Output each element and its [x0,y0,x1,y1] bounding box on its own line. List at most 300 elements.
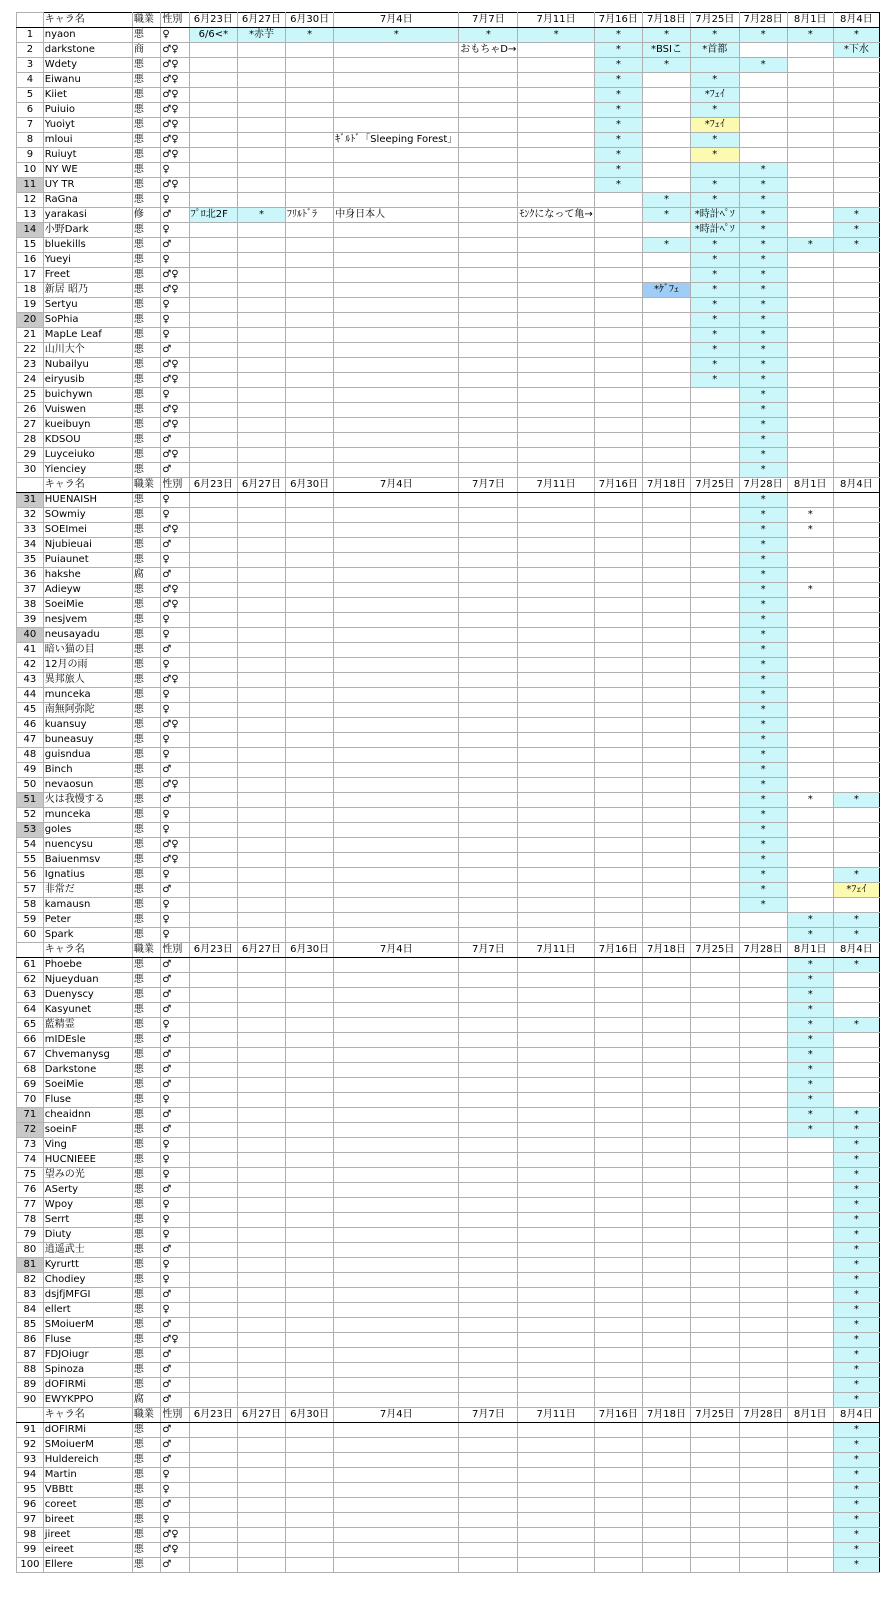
date-cell [459,133,518,148]
date-cell: * [739,808,787,823]
table-row [17,268,880,283]
date-cell [594,733,642,748]
date-cell [787,1378,833,1393]
date-cell [459,1213,518,1228]
date-cell [787,823,833,838]
date-cell [833,268,879,283]
date-cell [833,733,879,748]
date-cell [189,373,237,388]
date-cell [459,508,518,523]
table-row [17,133,880,148]
date-cell [189,793,237,808]
date-cell [833,433,879,448]
row-number: 87 [17,1348,44,1363]
date-cell: * [833,28,879,43]
row-number: 90 [17,1393,44,1408]
date-cell [642,1348,690,1363]
job-cell: 悪 [132,853,160,868]
date-cell [833,673,879,688]
row-number: 26 [17,403,44,418]
date-cell [594,208,642,223]
row-number: 86 [17,1333,44,1348]
table-row [17,583,880,598]
date-cell [237,1528,285,1543]
table-row [17,1018,880,1033]
row-number: 64 [17,1003,44,1018]
date-cell [237,1138,285,1153]
date-cell: * [594,103,642,118]
character-name: yarakasi [43,208,132,223]
date-cell [833,583,879,598]
date-cell: * [833,208,879,223]
date-cell [237,1183,285,1198]
job-cell: 腐 [132,1393,160,1408]
date-cell [459,1093,518,1108]
date-cell [237,823,285,838]
date-cell [691,1123,739,1138]
date-cell [642,403,690,418]
date-cell [594,328,642,343]
date-cell [459,1138,518,1153]
date-cell [833,1093,879,1108]
date-cell [189,1183,237,1198]
date-cell [642,1198,690,1213]
date-cell [459,1198,518,1213]
date-cell: * [739,388,787,403]
date-cell [518,373,594,388]
job-cell: 悪 [132,868,160,883]
date-cell: * [739,178,787,193]
date-cell [334,553,459,568]
date-cell [459,703,518,718]
date-cell [518,1558,594,1573]
date-cell [518,1528,594,1543]
date-cell: * [739,313,787,328]
date-cell [286,1438,334,1453]
sex-cell: ♀ [161,1303,189,1318]
job-cell: 悪 [132,658,160,673]
date-cell [642,1483,690,1498]
date-cell [642,178,690,193]
date-cell [691,1108,739,1123]
date-cell: * [594,148,642,163]
date-cell [833,103,879,118]
date-cell [642,1273,690,1288]
sex-cell: ♀ [161,163,189,178]
sex-cell: ♂ [161,1558,189,1573]
job-cell: 悪 [132,1378,160,1393]
date-cell [642,1438,690,1453]
date-cell [594,808,642,823]
header-name: キャラ名 [43,943,132,958]
date-cell [189,1423,237,1438]
sex-cell: ♀ [161,628,189,643]
date-cell [334,1003,459,1018]
date-cell [189,838,237,853]
job-cell: 悪 [132,808,160,823]
table-row [17,433,880,448]
date-cell [518,673,594,688]
date-cell [833,853,879,868]
date-cell [286,433,334,448]
sex-cell: ♂♀ [161,118,189,133]
date-cell [833,628,879,643]
date-cell [833,58,879,73]
date-cell [642,1168,690,1183]
sex-cell: ♀ [161,688,189,703]
date-cell [787,463,833,478]
table-row [17,613,880,628]
date-cell: *ﾌｪｲ [691,118,739,133]
table-row [17,388,880,403]
date-cell: *時計ﾍﾟｿ [691,223,739,238]
date-cell [334,1228,459,1243]
sex-cell: ♀ [161,298,189,313]
date-cell [691,1438,739,1453]
date-cell [518,598,594,613]
date-cell: * [739,643,787,658]
date-cell [833,493,879,508]
sex-cell: ♂♀ [161,88,189,103]
character-name: neusayadu [43,628,132,643]
table-row [17,283,880,298]
date-cell [459,823,518,838]
date-cell [518,853,594,868]
date-cell: * [739,418,787,433]
date-cell [334,733,459,748]
date-cell [594,1168,642,1183]
date-cell [594,883,642,898]
date-cell [642,973,690,988]
date-cell [833,88,879,103]
date-cell [691,853,739,868]
date-cell [833,763,879,778]
date-cell [594,388,642,403]
job-cell: 悪 [132,238,160,253]
date-cell [833,1033,879,1048]
date-cell [334,778,459,793]
date-cell: * [833,868,879,883]
date-cell [691,1498,739,1513]
header-date: 6月23日 [189,478,237,493]
date-cell [642,1033,690,1048]
date-cell: *ﾌｪｲ [691,88,739,103]
date-cell [787,1558,833,1573]
date-cell: * [739,613,787,628]
date-cell [334,268,459,283]
date-cell: * [739,253,787,268]
date-cell [334,958,459,973]
date-cell [334,283,459,298]
header-date: 6月27日 [237,13,285,28]
date-cell [642,613,690,628]
date-cell [518,238,594,253]
character-name: Ignatius [43,868,132,883]
date-cell [518,868,594,883]
character-name: guisndua [43,748,132,763]
date-cell [787,1198,833,1213]
date-cell [334,1063,459,1078]
row-number: 83 [17,1288,44,1303]
date-cell [189,703,237,718]
date-cell: * [691,28,739,43]
date-cell: * [833,928,879,943]
date-cell [286,748,334,763]
date-cell [189,403,237,418]
date-cell [286,163,334,178]
date-cell [189,328,237,343]
date-cell: * [459,28,518,43]
date-cell [518,1048,594,1063]
date-cell [237,193,285,208]
job-cell: 悪 [132,1363,160,1378]
date-cell [237,838,285,853]
date-cell [594,628,642,643]
header-date: 7月4日 [334,13,459,28]
date-cell: * [739,508,787,523]
row-number: 14 [17,223,44,238]
sex-cell: ♂ [161,1108,189,1123]
date-cell [189,1093,237,1108]
date-cell [594,718,642,733]
date-cell [286,1303,334,1318]
row-number: 98 [17,1528,44,1543]
row-number: 6 [17,103,44,118]
sex-cell: ♀ [161,1198,189,1213]
date-cell [787,1363,833,1378]
table-row [17,718,880,733]
character-name: HUENAISH [43,493,132,508]
row-number: 94 [17,1468,44,1483]
date-cell [594,643,642,658]
date-cell [189,913,237,928]
date-cell [334,643,459,658]
date-cell: * [739,748,787,763]
date-cell [594,1228,642,1243]
date-cell [642,703,690,718]
header-job: 職業 [132,1408,160,1423]
row-number: 81 [17,1258,44,1273]
date-cell [189,388,237,403]
date-cell [594,1318,642,1333]
date-cell: * [787,973,833,988]
job-cell: 悪 [132,1018,160,1033]
row-number: 56 [17,868,44,883]
character-name: munceka [43,688,132,703]
sex-cell: ♂ [161,1288,189,1303]
date-cell [334,988,459,1003]
date-cell [286,898,334,913]
date-cell [334,1528,459,1543]
date-cell [459,433,518,448]
date-cell [739,1288,787,1303]
date-cell [833,343,879,358]
date-cell [642,598,690,613]
row-number: 75 [17,1168,44,1183]
date-cell [334,1288,459,1303]
date-cell [787,268,833,283]
date-cell [286,58,334,73]
row-number: 68 [17,1063,44,1078]
date-cell [334,1318,459,1333]
date-cell [642,1558,690,1573]
table-row [17,1003,880,1018]
sex-cell: ♂♀ [161,718,189,733]
date-cell [642,223,690,238]
date-cell [594,1093,642,1108]
date-cell: * [594,28,642,43]
table-row [17,913,880,928]
date-cell [518,73,594,88]
date-cell [594,238,642,253]
sex-cell: ♂ [161,1033,189,1048]
row-number: 72 [17,1123,44,1138]
date-cell [237,718,285,733]
date-cell [739,73,787,88]
character-name: 非常だ [43,883,132,898]
date-cell [691,1168,739,1183]
job-cell: 悪 [132,388,160,403]
date-cell [459,223,518,238]
row-number: 30 [17,463,44,478]
date-cell: ﾌﾘﾙﾄﾞﾗ [286,208,334,223]
date-cell [237,223,285,238]
sex-cell: ♂♀ [161,133,189,148]
job-cell: 悪 [132,1033,160,1048]
date-cell [787,688,833,703]
date-cell [518,778,594,793]
date-cell [237,1423,285,1438]
header-sex: 性別 [161,13,189,28]
date-cell [518,223,594,238]
date-cell [787,838,833,853]
date-cell [518,823,594,838]
sex-cell: ♂ [161,1363,189,1378]
row-number: 76 [17,1183,44,1198]
date-cell [594,418,642,433]
date-cell [833,688,879,703]
date-cell [189,778,237,793]
job-cell: 悪 [132,418,160,433]
row-number: 7 [17,118,44,133]
date-cell [518,343,594,358]
date-cell [286,178,334,193]
job-cell: 悪 [132,403,160,418]
date-cell [787,1228,833,1243]
date-cell [237,1018,285,1033]
date-cell [787,883,833,898]
date-cell: * [594,58,642,73]
sex-cell: ♂♀ [161,838,189,853]
date-cell [459,583,518,598]
date-cell [286,1453,334,1468]
row-number: 32 [17,508,44,523]
date-cell [642,1333,690,1348]
character-name: bireet [43,1513,132,1528]
table-row [17,868,880,883]
table-row [17,1063,880,1078]
row-number: 9 [17,148,44,163]
date-cell [189,1438,237,1453]
date-cell [334,1093,459,1108]
date-cell [459,1303,518,1318]
date-cell [237,103,285,118]
date-cell [459,403,518,418]
job-cell: 悪 [132,1183,160,1198]
date-cell [237,1093,285,1108]
table-row [17,253,880,268]
character-name: jireet [43,1528,132,1543]
date-cell [518,1168,594,1183]
date-cell: * [594,178,642,193]
date-cell [189,823,237,838]
date-cell: *赤芋 [237,28,285,43]
date-cell [189,1483,237,1498]
date-cell [286,223,334,238]
date-cell [691,523,739,538]
header-name: キャラ名 [43,13,132,28]
date-cell [334,883,459,898]
date-cell [237,1363,285,1378]
character-name: nevaosun [43,778,132,793]
job-cell: 悪 [132,253,160,268]
sex-cell: ♂♀ [161,673,189,688]
header-date: 7月4日 [334,1408,459,1423]
date-cell [833,553,879,568]
date-cell [642,133,690,148]
character-name: mloui [43,133,132,148]
date-cell [787,673,833,688]
character-name: 藍精霊 [43,1018,132,1033]
table-row [17,58,880,73]
table-row [17,1468,880,1483]
date-cell [518,1213,594,1228]
header-date: 7月4日 [334,478,459,493]
date-cell [286,1468,334,1483]
row-number: 46 [17,718,44,733]
date-cell [334,613,459,628]
date-cell [594,1183,642,1198]
date-cell [237,778,285,793]
date-cell [518,1183,594,1198]
date-cell: * [739,433,787,448]
date-cell: * [787,1048,833,1063]
date-cell [286,913,334,928]
date-cell: * [594,88,642,103]
date-cell [787,1168,833,1183]
date-cell [518,1003,594,1018]
character-name: NY WE [43,163,132,178]
date-cell [286,358,334,373]
date-cell [594,568,642,583]
date-cell [594,1528,642,1543]
date-cell [237,1033,285,1048]
character-name: Puiuio [43,103,132,118]
date-cell: * [739,358,787,373]
table-row [17,1393,880,1408]
sex-cell: ♂ [161,1243,189,1258]
date-cell [518,1333,594,1348]
date-cell [189,163,237,178]
date-cell: * [833,1183,879,1198]
date-cell [286,343,334,358]
date-cell [459,613,518,628]
job-cell: 悪 [132,778,160,793]
date-cell: * [739,673,787,688]
date-cell: * [833,1558,879,1573]
date-cell [518,733,594,748]
date-cell [286,1528,334,1543]
